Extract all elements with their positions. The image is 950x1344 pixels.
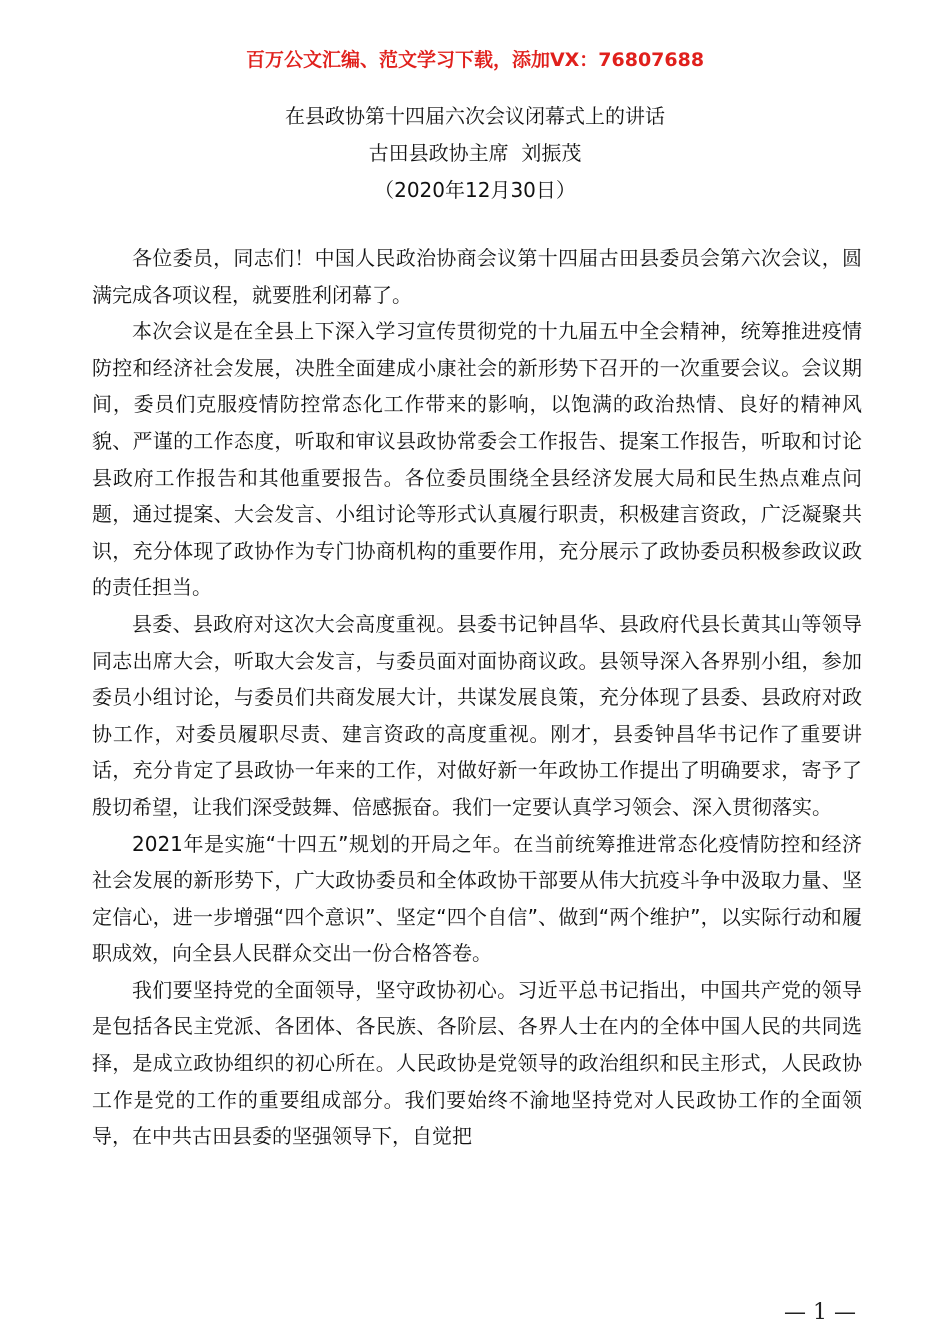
header-banner: 百万公文汇编、范文学习下载，添加VX：76807688 — [245, 49, 705, 71]
document-author: 古田县政协主席 刘振茂 — [368, 141, 582, 165]
paragraph: 本次会议是在全县上下深入学习宣传贯彻党的十九届五中全会精神，统筹推进疫情防控和经济社会发展，决胜全面建成小康社会的新形势下召开的一次重要会议。会议期间，委员们克服疫情防控常态化工作带来的影响，以饱满的政治热情、良好的精神风貌、严谨的工作态度，听取和审议县政协常委会工作报告、提案工作报告，听取和讨论县政府工作报告和其他重要报告。各位委员围绕全县经济发展大局和民生热点难点问题，通过提案、大会发言、小组讨论等形式认真履行职责，积极建言资政，广泛凝聚共识，充分体现了政协作为专门协商机构的重要作用，充分展示了政协委员积极参政议政的责任担当。 — [92, 319, 862, 600]
title-block — [0, 98, 950, 209]
paragraph: 我们要坚持党的全面领导，坚守政协初心。习近平总书记指出，中国共产党的领导是包括各民主党派、各团体、各民族、各阶层、各界人士在内的全体中国人民的共同选择，是成立政协组织的初心所在。人民政协是党领导的政治组织和民主形式，人民政协工作是党的工作的重要组成部分。我们要始终不渝地坚持党对人民政协工作的全面领导，在中共古田县委的坚强领导下，自觉把 — [92, 977, 862, 1149]
page-number: — 1 — — [784, 1300, 856, 1325]
document-date: （2020年12月30日） — [374, 178, 576, 202]
paragraph: 2021年是实施“十四五”规划的开局之年。在当前统筹推进常态化疫情防控和经济社会发展的新形势下，广大政协委员和全体政协干部要从伟大抗疫斗争中汲取力量、坚定信心，进一步增强“四个意识”、坚定“四个自信”、做到“两个维护”，以实际行动和履职成效，向全县人民群众交出一份合格答卷。 — [92, 831, 862, 966]
paragraph: 各位委员，同志们！中国人民政治协商会议第十四届古田县委员会第六次会议，圆满完成各项议程，就要胜利闭幕了。 — [92, 246, 862, 307]
document-body — [92, 240, 862, 1155]
document-title: 在县政协第十四届六次会议闭幕式上的讲话 — [285, 104, 665, 128]
paragraph: 县委、县政府对这次大会高度重视。县委书记钟昌华、县政府代县长黄其山等领导同志出席大会，听取大会发言，与委员面对面协商议政。县领导深入各界别小组，参加委员小组讨论，与委员们共商发展大计，共谋发展良策，充分体现了县委、县政府对政协工作，对委员履职尽责、建言资政的高度重视。刚才，县委钟昌华书记作了重要讲话，充分肯定了县政协一年来的工作，对做好新一年政协工作提出了明确要求，寄予了殷切希望，让我们深受鼓舞、倍感振奋。我们一定要认真学习领会、深入贯彻落实。 — [92, 611, 862, 819]
